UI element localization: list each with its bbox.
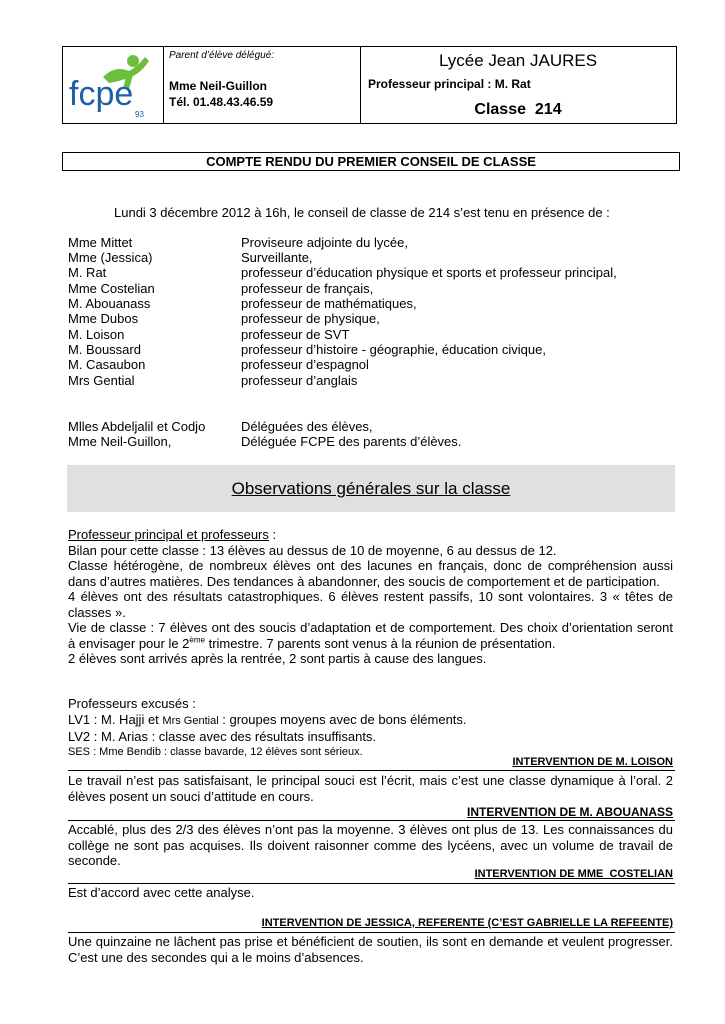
attendee-role: Surveillante, (241, 250, 313, 265)
parent-caption: Parent d’élève délégué: (169, 50, 275, 61)
excused-heading: Professeurs excusés : (68, 696, 196, 711)
divider (68, 820, 675, 821)
attendee-name: M. Rat (68, 265, 107, 280)
pp-line: 4 élèves ont des résultats catastrophiques. 6 élèves restent passifs, 10 sont volontaires. 3 « têtes de classes ». (68, 589, 673, 620)
fcpe-logo (63, 47, 164, 123)
attendee-role: professeur d’anglais (241, 373, 358, 388)
attendee-name: Mme Costelian (68, 281, 155, 296)
attendee-name: M. Abouanass (68, 296, 151, 311)
excused-lv1 (68, 712, 673, 730)
pp-line4a: Vie de classe : 7 élèves ont des soucis d’adaptation et de comportement. Des choix d’orientation seront à envisager pour le 2 (68, 620, 673, 651)
lv1-a: LV1 : M. Hajji et (68, 711, 163, 727)
report-title: COMPTE RENDU DU PREMIER CONSEIL DE CLASSE (62, 152, 680, 171)
attendee-row (68, 265, 617, 280)
intro-line: Lundi 3 décembre 2012 à 16h, le conseil de classe de 214 s’est tenu en présence de : (114, 205, 610, 220)
intervention-label: INTERVENTION DE M. LOISON (512, 756, 673, 768)
pp-line: 2 élèves sont arrivés après la rentrée, 2 sont partis à cause des langues. (68, 651, 487, 666)
delegate-name: Mlles Abdeljalil et Codjo (68, 419, 206, 434)
pp-heading: Professeur principal et professeurs (68, 527, 269, 542)
attendee-row (68, 327, 349, 342)
attendee-role: professeur de mathématiques, (241, 296, 417, 311)
delegate-row (68, 419, 373, 434)
attendee-role: professeur de SVT (241, 327, 350, 342)
attendee-row (68, 235, 408, 250)
attendee-role: professeur d’éducation physique et sports et professeur principal, (241, 265, 617, 280)
pp-section (68, 527, 673, 667)
pp-line (68, 620, 673, 651)
divider (68, 883, 675, 884)
attendee-role: professeur d’espagnol (241, 357, 369, 372)
pp-heading-colon: : (268, 527, 277, 542)
excused-section (68, 696, 673, 760)
attendee-name: Mme (Jessica) (68, 250, 153, 265)
delegate-role: Déléguée FCPE des parents d’élèves. (241, 434, 462, 449)
attendee-name: M. Loison (68, 327, 125, 342)
header-box (62, 46, 677, 124)
attendee-row (68, 342, 546, 357)
attendee-row (68, 373, 357, 388)
attendee-name: M. Boussard (68, 342, 141, 357)
intervention-text: Le travail n’est pas satisfaisant, le principal souci est l’écrit, mais c’est une classe dynamique à l’oral. 2 élèves posent un souci d’attitude en cours. (68, 773, 673, 804)
intervention-label: INTERVENTION DE JESSICA, REFERENTE (C’EST GABRIELLE LA REFEENTE) (261, 917, 673, 929)
attendee-row (68, 281, 373, 296)
lv1-c: : groupes moyens avec de bons éléments. (218, 711, 467, 727)
section-header (67, 465, 675, 512)
attendee-name: Mme Mittet (68, 235, 133, 250)
section-title: Observations générales sur la classe (231, 479, 511, 498)
pp-line: Classe hétérogène, de nombreux élèves ont des lacunes en français, donc de compréhension aussi dans d’autres matières. Des tendances à abandonner, des soucis de comportement et de participation. (68, 558, 673, 589)
attendee-row (68, 311, 380, 326)
school-name: Lycée Jean JAURES (438, 51, 598, 70)
attendee-row (68, 250, 313, 265)
delegate-role: Déléguées des élèves, (241, 419, 373, 434)
fcpe-logo-icon (63, 47, 163, 123)
logo-sub: 93 (135, 110, 144, 119)
pp-line4b: trimestre. 7 parents sont venus à la réunion de présentation. (204, 635, 556, 651)
intervention-label: INTERVENTION DE MME COSTELIAN (474, 868, 673, 880)
parent-delegate-cell (163, 47, 361, 123)
attendee-row (68, 296, 417, 311)
class-label: Classe 214 (474, 101, 562, 118)
parent-phone: Tél. 01.48.43.46.59 (169, 95, 274, 109)
attendee-role: professeur d’histoire - géographie, éducation civique, (241, 342, 546, 357)
pp-line4sup: ème (189, 635, 205, 645)
excused-ses: SES : Mme Bendib : classe bavarde, 12 élèves sont sérieux. (68, 745, 363, 758)
attendee-role: professeur de physique, (241, 311, 380, 326)
attendee-role: professeur de français, (241, 281, 374, 296)
divider (68, 932, 675, 933)
lv1-b: Mrs Gential (162, 714, 219, 727)
intervention-text: Accablé, plus des 2/3 des élèves n’ont pas la moyenne. 3 élèves ont plus de 13. Les connaissances du collège ne sont pas acquises. Ils doivent raisonner comme des lycéens, avec un volume de travail de seconde. (68, 822, 673, 868)
attendee-role: Proviseure adjointe du lycée, (241, 235, 408, 250)
logo-text: fcpe (69, 75, 134, 113)
divider (68, 770, 675, 771)
delegate-name: Mme Neil-Guillon, (68, 434, 172, 449)
excused-lv2: LV2 : M. Arias : classe avec des résultats insuffisants. (68, 729, 377, 744)
attendee-name: Mrs Gential (68, 373, 135, 388)
pp-line: Bilan pour cette classe : 13 élèves au dessus de 10 de moyenne, 6 au dessus de 12. (68, 542, 557, 558)
main-teacher: Professeur principal : M. Rat (368, 77, 531, 91)
delegate-row (68, 434, 461, 449)
attendee-name: Mme Dubos (68, 311, 139, 326)
intervention-text: Est d’accord avec cette analyse. (68, 885, 255, 900)
intervention-label: INTERVENTION DE M. ABOUANASS (466, 805, 673, 819)
intervention-text: Une quinzaine ne lâchent pas prise et bénéficient de soutien, ils sont en demande et veulent progresser. C’est une des secondes qui a le moins d’absences. (68, 934, 673, 965)
parent-name: Mme Neil-Guillon (169, 79, 268, 93)
attendee-name: M. Casaubon (68, 357, 146, 372)
attendee-row (68, 357, 369, 372)
